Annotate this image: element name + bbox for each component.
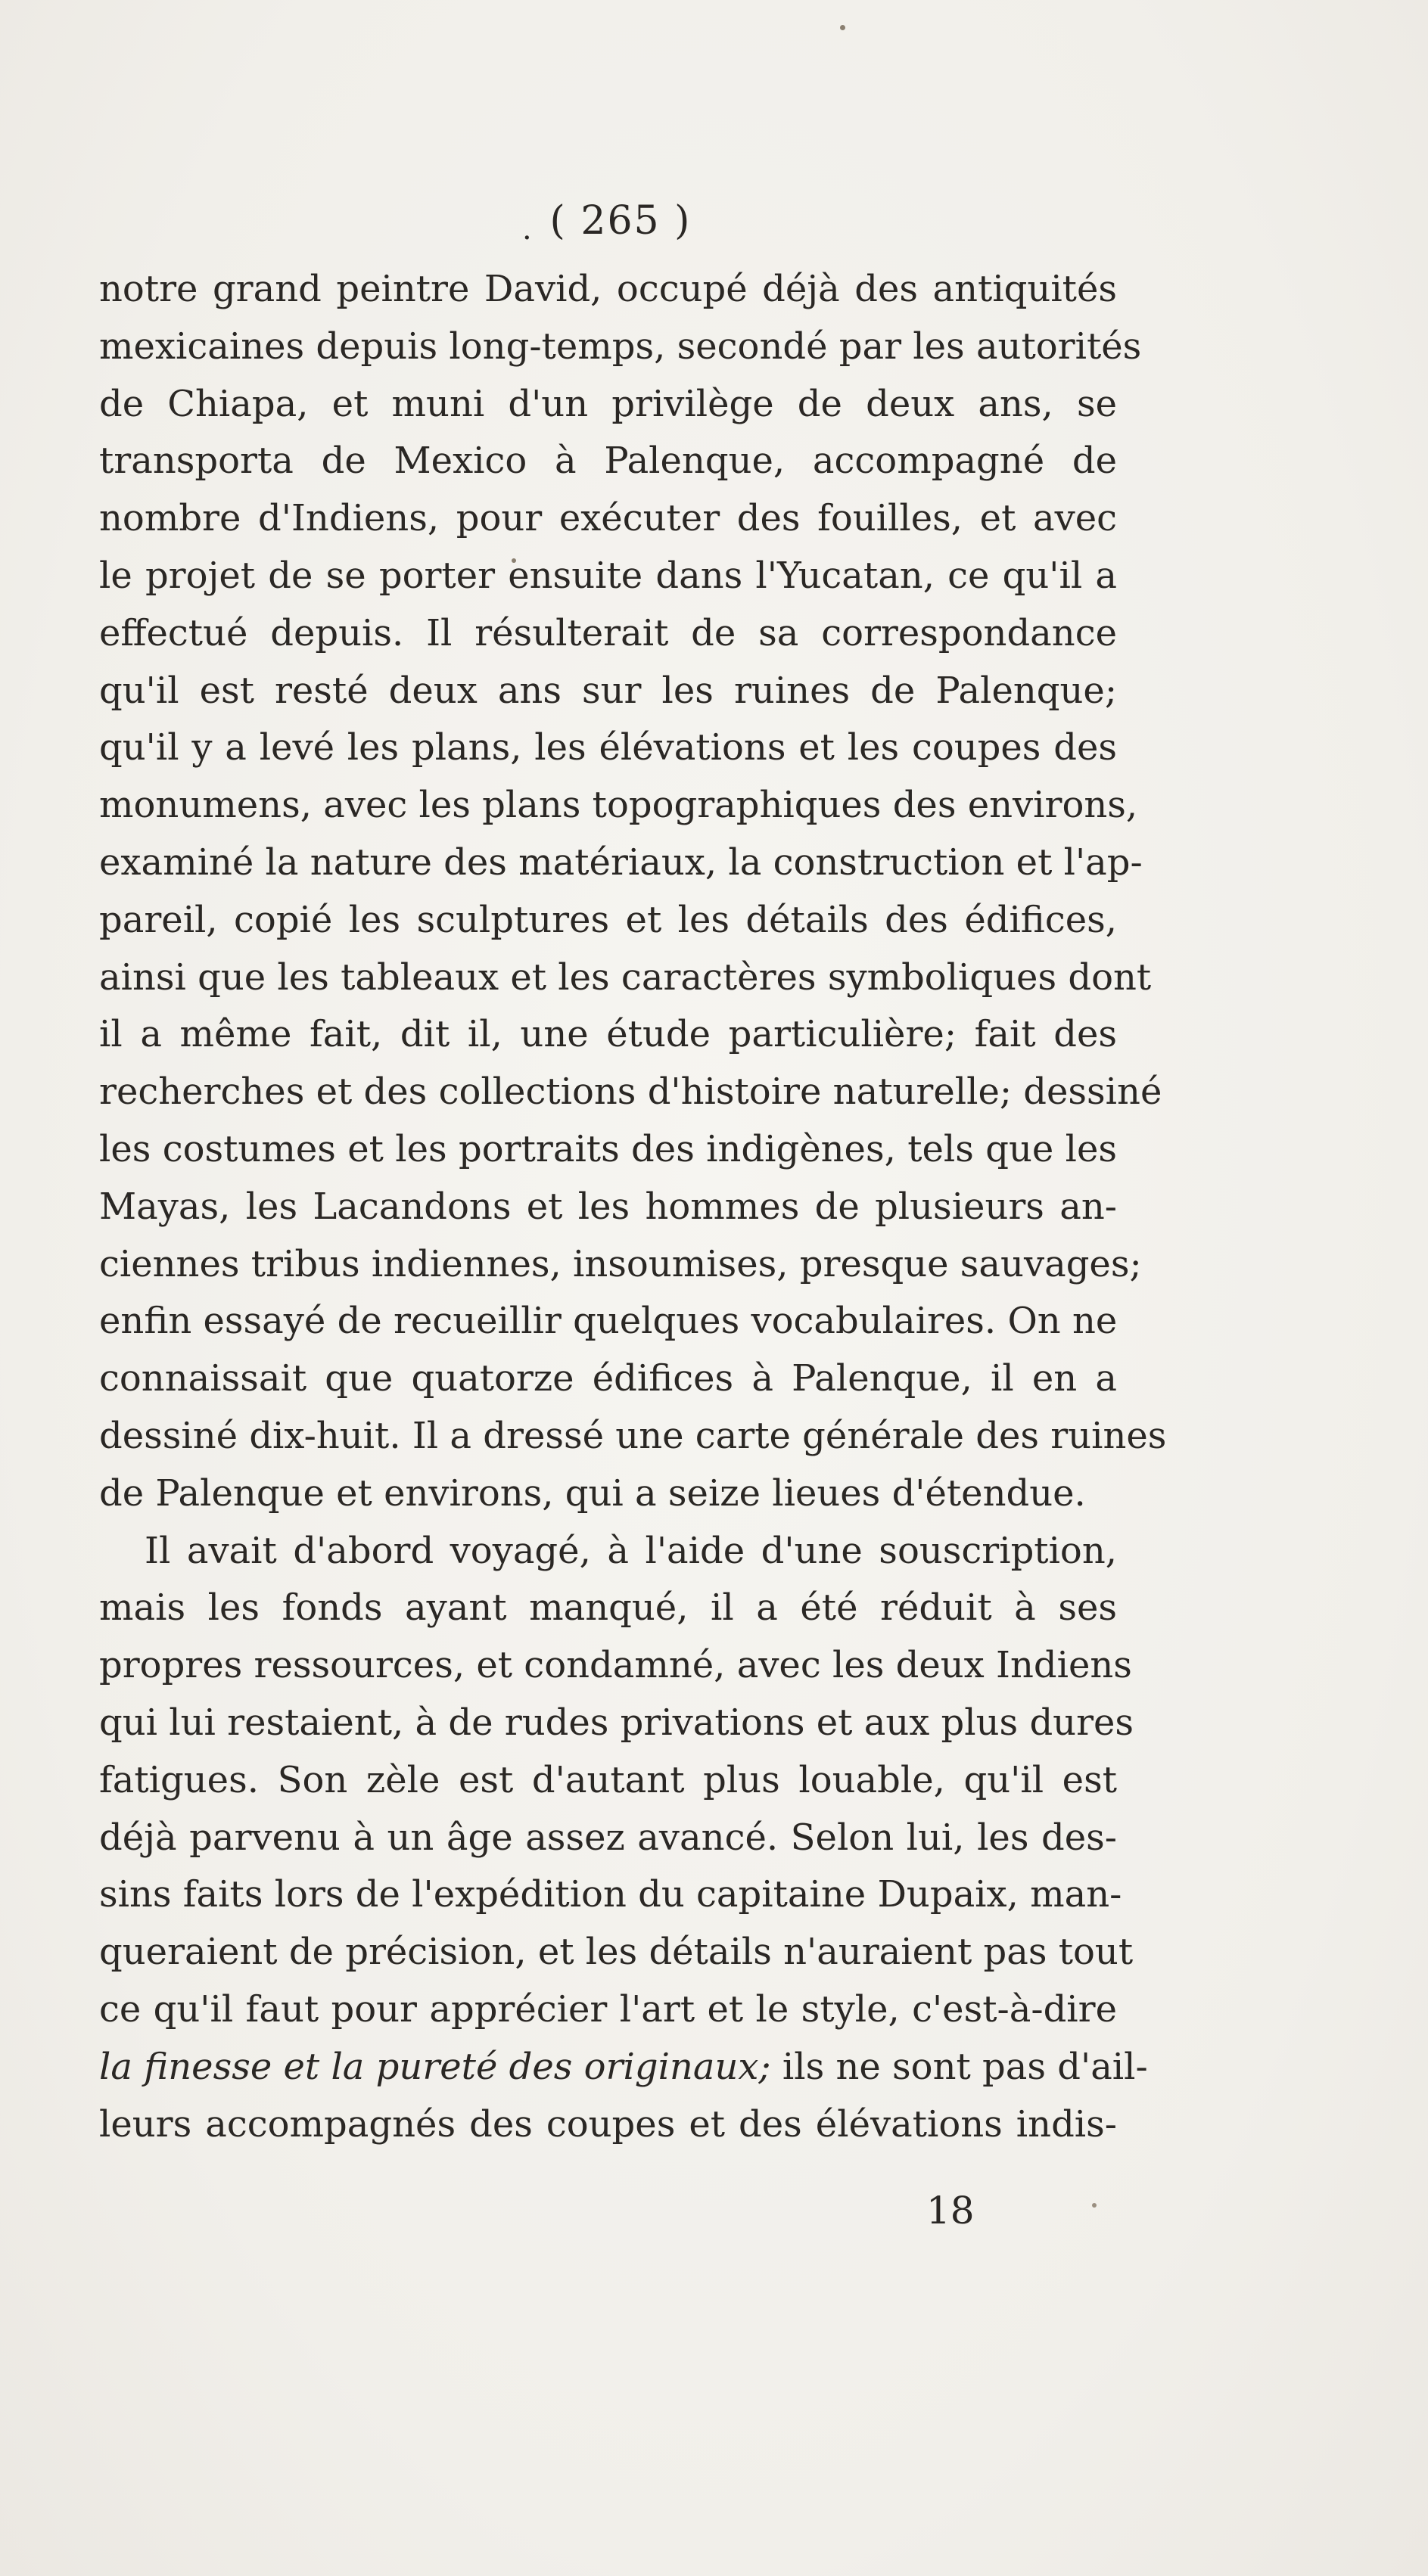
header-marker: · <box>522 221 532 256</box>
text-line: enfin essayé de recueillir quelques vocabulaires. On ne <box>99 1300 1118 1343</box>
text-line: mexicaines depuis long-temps, secondé par les autorités <box>99 325 1142 368</box>
text-line: ce qu'il faut pour apprécier l'art et le style, c'est-à-dire <box>99 1987 1117 2031</box>
text-line: Il avait d'abord voyagé, à l'aide d'une souscription, <box>145 1529 1117 1572</box>
text-line: nombre d'Indiens, pour exécuter des fouilles, et avec <box>99 497 1117 540</box>
signature-mark: 18 <box>926 2189 975 2233</box>
text-line: queraient de précision, et les détails n'auraient pas tout <box>99 1931 1134 1974</box>
text-line: les costumes et les portraits des indigènes, tels que les <box>99 1127 1117 1170</box>
text-line: pareil, copié les sculptures et les détails des édifices, <box>99 898 1117 941</box>
text-line: ciennes tribus indiennes, insoumises, presque sauvages; <box>99 1242 1142 1285</box>
page-number: ( 265 ) <box>549 198 692 244</box>
body-text <box>99 261 1167 2153</box>
text-line: de Chiapa, et muni d'un privilège de deux ans, se <box>99 382 1117 425</box>
text-line: examiné la nature des matériaux, la construction et l'ap- <box>99 841 1143 884</box>
text-line: leurs accompagnés des coupes et des élévations indis- <box>99 2102 1117 2146</box>
text-line: dessiné dix-huit. Il a dressé une carte générale des ruines <box>99 1414 1167 1457</box>
page-header <box>522 198 719 259</box>
text-line: mais les fonds ayant manqué, il a été réduit à ses <box>99 1586 1117 1630</box>
text-line-mixed <box>99 2039 1148 2096</box>
text-span: ils ne sont pas d'ail- <box>770 2045 1148 2088</box>
italic-phrase: la finesse et la pureté des originaux; <box>99 2045 771 2088</box>
text-line: qu'il est resté deux ans sur les ruines de Palenque; <box>99 669 1117 712</box>
text-line: propres ressources, et condamné, avec les deux Indiens <box>99 1644 1132 1687</box>
paper-speck <box>1092 2203 1097 2208</box>
text-line: fatigues. Son zèle est d'autant plus louable, qu'il est <box>99 1758 1117 1801</box>
text-line: sins faits lors de l'expédition du capitaine Dupaix, man- <box>99 1873 1122 1916</box>
text-line: transporta de Mexico à Palenque, accompagné de <box>99 440 1117 483</box>
text-line: ainsi que les tableaux et les caractères symboliques dont <box>99 956 1152 999</box>
text-line: effectué depuis. Il résulterait de sa correspondance <box>99 611 1117 654</box>
text-line: qu'il y a levé les plans, les élévations et les coupes des <box>99 726 1117 769</box>
text-line: déjà parvenu à un âge assez avancé. Selon lui, les des- <box>99 1816 1117 1859</box>
text-line: de Palenque et environs, qui a seize lieues d'étendue. <box>99 1471 1086 1515</box>
text-line: il a même fait, dit il, une étude particulière; fait des <box>99 1013 1117 1056</box>
text-line: qui lui restaient, à de rudes privations et aux plus dures <box>99 1701 1134 1744</box>
text-line: le projet de se porter ensuite dans l'Yucatan, ce qu'il a <box>99 554 1117 597</box>
text-line: notre grand peintre David, occupé déjà des antiquités <box>99 268 1117 310</box>
text-line: recherches et des collections d'histoire naturelle; dessiné <box>99 1070 1162 1114</box>
text-line: monumens, avec les plans topographiques des environs, <box>99 784 1138 827</box>
text-line: connaissait que quatorze édifices à Palenque, il en a <box>99 1357 1117 1400</box>
text-line: Mayas, les Lacandons et les hommes de plusieurs an- <box>99 1185 1117 1228</box>
paper-speck <box>840 25 845 30</box>
